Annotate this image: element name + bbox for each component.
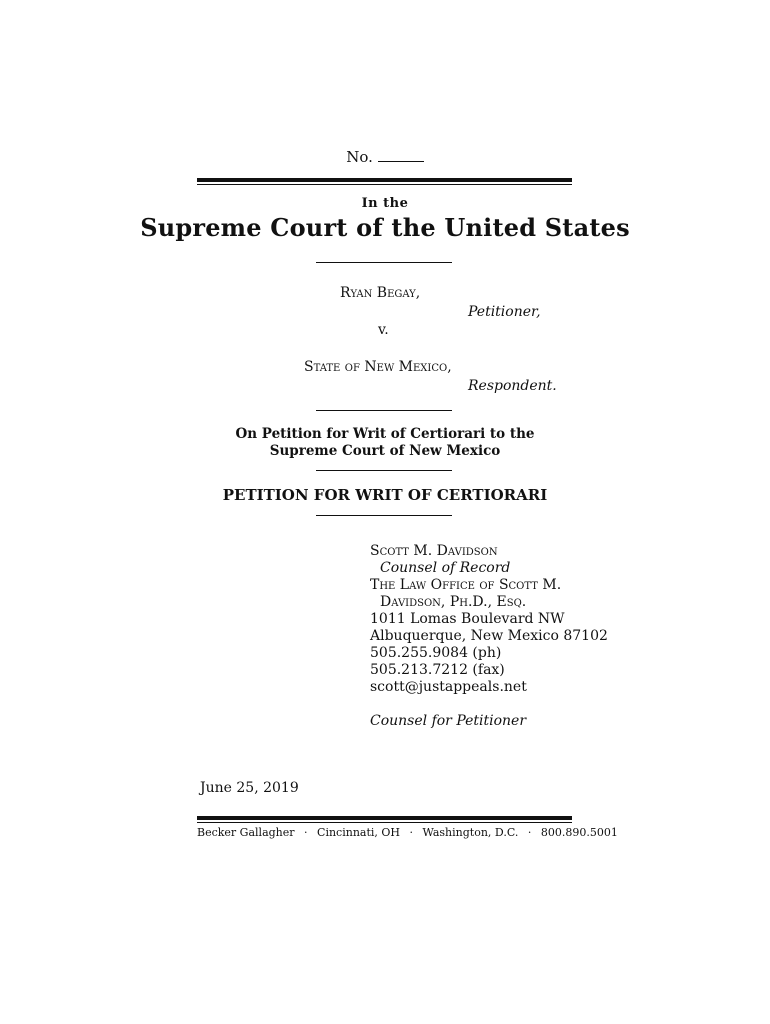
printer-city-1: Cincinnati, OH xyxy=(317,826,400,839)
footer-separator: · xyxy=(409,826,413,839)
address-line-1: 1011 Lomas Boulevard NW xyxy=(370,611,565,627)
on-petition-line-2: Supreme Court of New Mexico xyxy=(269,443,501,459)
counsel-name: Scott M. Davidson xyxy=(370,543,498,559)
divider-1 xyxy=(316,262,452,263)
email-address: scott@justappeals.net xyxy=(370,679,527,695)
printer-name: Becker Gallagher xyxy=(197,826,295,839)
versus: v. xyxy=(378,322,389,338)
fax-number: 505.213.7212 (fax) xyxy=(370,662,505,678)
footer-separator: · xyxy=(527,826,532,839)
header-rule-thick xyxy=(197,178,572,182)
petitioner-name: Ryan Begay, xyxy=(340,285,421,301)
footer-rule-thin xyxy=(197,822,572,823)
document-title: PETITION FOR WRIT OF CERTIORARI xyxy=(222,486,548,504)
in-the-text: In the xyxy=(361,196,409,211)
counsel-block xyxy=(370,543,630,730)
petitioner-role: Petitioner, xyxy=(468,304,541,320)
printer-city-2: Washington, D.C. xyxy=(422,826,519,839)
counsel-role: Counsel of Record xyxy=(380,560,511,576)
docket-label: No. xyxy=(346,148,373,166)
court-name: Supreme Court of the United States xyxy=(140,213,630,242)
printer-phone: 800.890.5001 xyxy=(540,826,618,839)
spacer xyxy=(370,696,630,713)
address-line-2: Albuquerque, New Mexico 87102 xyxy=(370,628,608,644)
footer-rule-thick xyxy=(197,816,572,820)
firm-line-1: The Law Office of Scott M. xyxy=(370,577,562,593)
respondent-role: Respondent. xyxy=(468,378,557,394)
printer-footer xyxy=(197,826,618,839)
divider-4 xyxy=(316,515,452,516)
divider-2 xyxy=(316,410,452,411)
docket-blank xyxy=(378,149,424,162)
docket-number xyxy=(0,148,770,166)
footer-separator: · xyxy=(304,826,308,839)
counsel-for: Counsel for Petitioner xyxy=(370,713,527,729)
firm-line-2: Davidson, Ph.D., Esq. xyxy=(380,594,527,610)
filing-date: June 25, 2019 xyxy=(200,780,299,796)
respondent-name: State of New Mexico, xyxy=(304,359,452,375)
on-petition-line-1: On Petition for Writ of Certiorari to the xyxy=(235,426,535,442)
divider-3 xyxy=(316,470,452,471)
header-rule-thin xyxy=(197,184,572,185)
phone-number: 505.255.9084 (ph) xyxy=(370,645,502,661)
